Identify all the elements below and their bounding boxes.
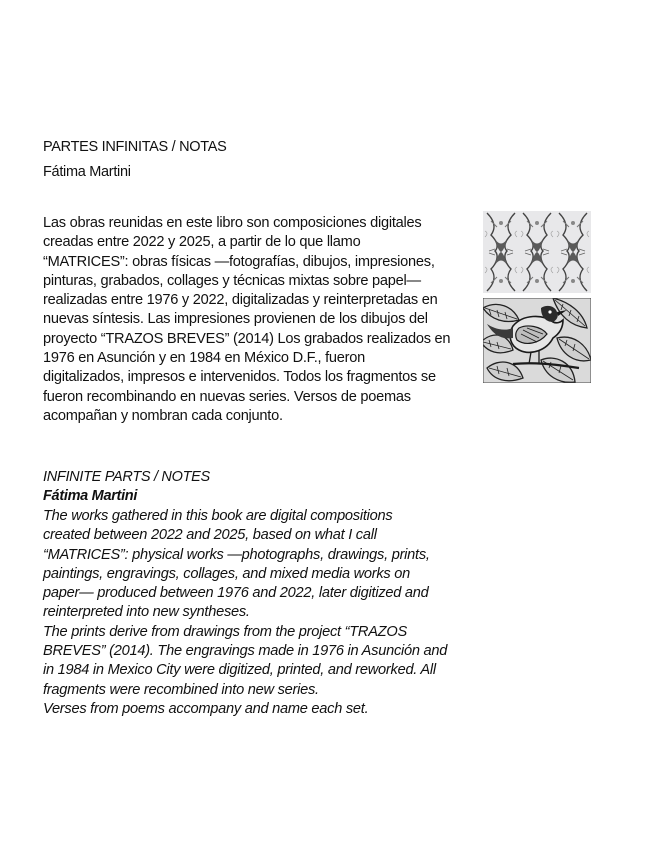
symmetrical-pattern-artwork	[483, 211, 591, 293]
english-body-line: fragments were recombined into new series.	[43, 681, 319, 698]
english-body-line: BREVES” (2014). The engravings made in 1976 in Asunción and	[43, 643, 448, 660]
english-body-line: “MATRICES”: physical works —photographs, drawings, prints,	[43, 546, 430, 563]
spanish-body-line: Las obras reunidas en este libro son composiciones digitales	[43, 215, 422, 231]
spanish-body-line: realizadas entre 1976 y 2022, digitalizadas y reinterpretadas en	[43, 292, 438, 309]
spanish-body-line: digitalizados, impresos e intervenidos. Todos los fragmentos se	[43, 369, 436, 386]
spanish-body	[43, 214, 473, 426]
english-body-line: The prints derive from drawings from the project “TRAZOS	[43, 623, 407, 640]
spanish-body-line: 1976 en Asunción y en 1984 en México D.F., fueron	[43, 350, 366, 367]
spanish-body-line: pinturas, grabados, collages y técnicas mixtas sobre papel—	[43, 272, 421, 289]
spanish-title: PARTES INFINITAS / NOTAS	[43, 139, 227, 155]
spanish-body-line: acompañan y nombran cada conjunto.	[43, 407, 283, 424]
spanish-body-line: fueron recombinando en nuevas series. Versos de poemas	[43, 388, 411, 405]
english-body-line: paintings, engravings, collages, and mixed media works on	[43, 565, 411, 582]
english-body-line: created between 2022 and 2025, based on what I call	[43, 527, 377, 544]
english-body	[43, 507, 473, 719]
spanish-body-line: “MATRICES”: obras físicas —fotografías, dibujos, impresiones,	[43, 253, 435, 270]
spanish-author: Fátima Martini	[43, 164, 131, 180]
english-title: INFINITE PARTS / NOTES	[43, 469, 210, 485]
english-body-line: in 1984 in Mexico City were digitized, printed, and reworked. All	[43, 662, 436, 679]
english-author: Fátima Martini	[43, 488, 138, 504]
english-body-line: paper— produced between 1976 and 2022, later digitized and	[43, 585, 429, 602]
english-body-line: Verses from poems accompany and name each set.	[43, 700, 369, 717]
spanish-body-line: proyecto “TRAZOS BREVES” (2014) Los grabados realizados en	[43, 330, 451, 347]
bird-engraving-artwork	[483, 298, 591, 383]
spanish-body-line: creadas entre 2022 y 2025, a partir de lo que llamo	[43, 234, 361, 251]
english-body-line: reinterpreted into new syntheses.	[43, 604, 250, 621]
english-body-line: The works gathered in this book are digital compositions	[43, 508, 393, 524]
spanish-body-line: nuevas síntesis. Las impresiones provienen de los dibujos del	[43, 311, 428, 328]
